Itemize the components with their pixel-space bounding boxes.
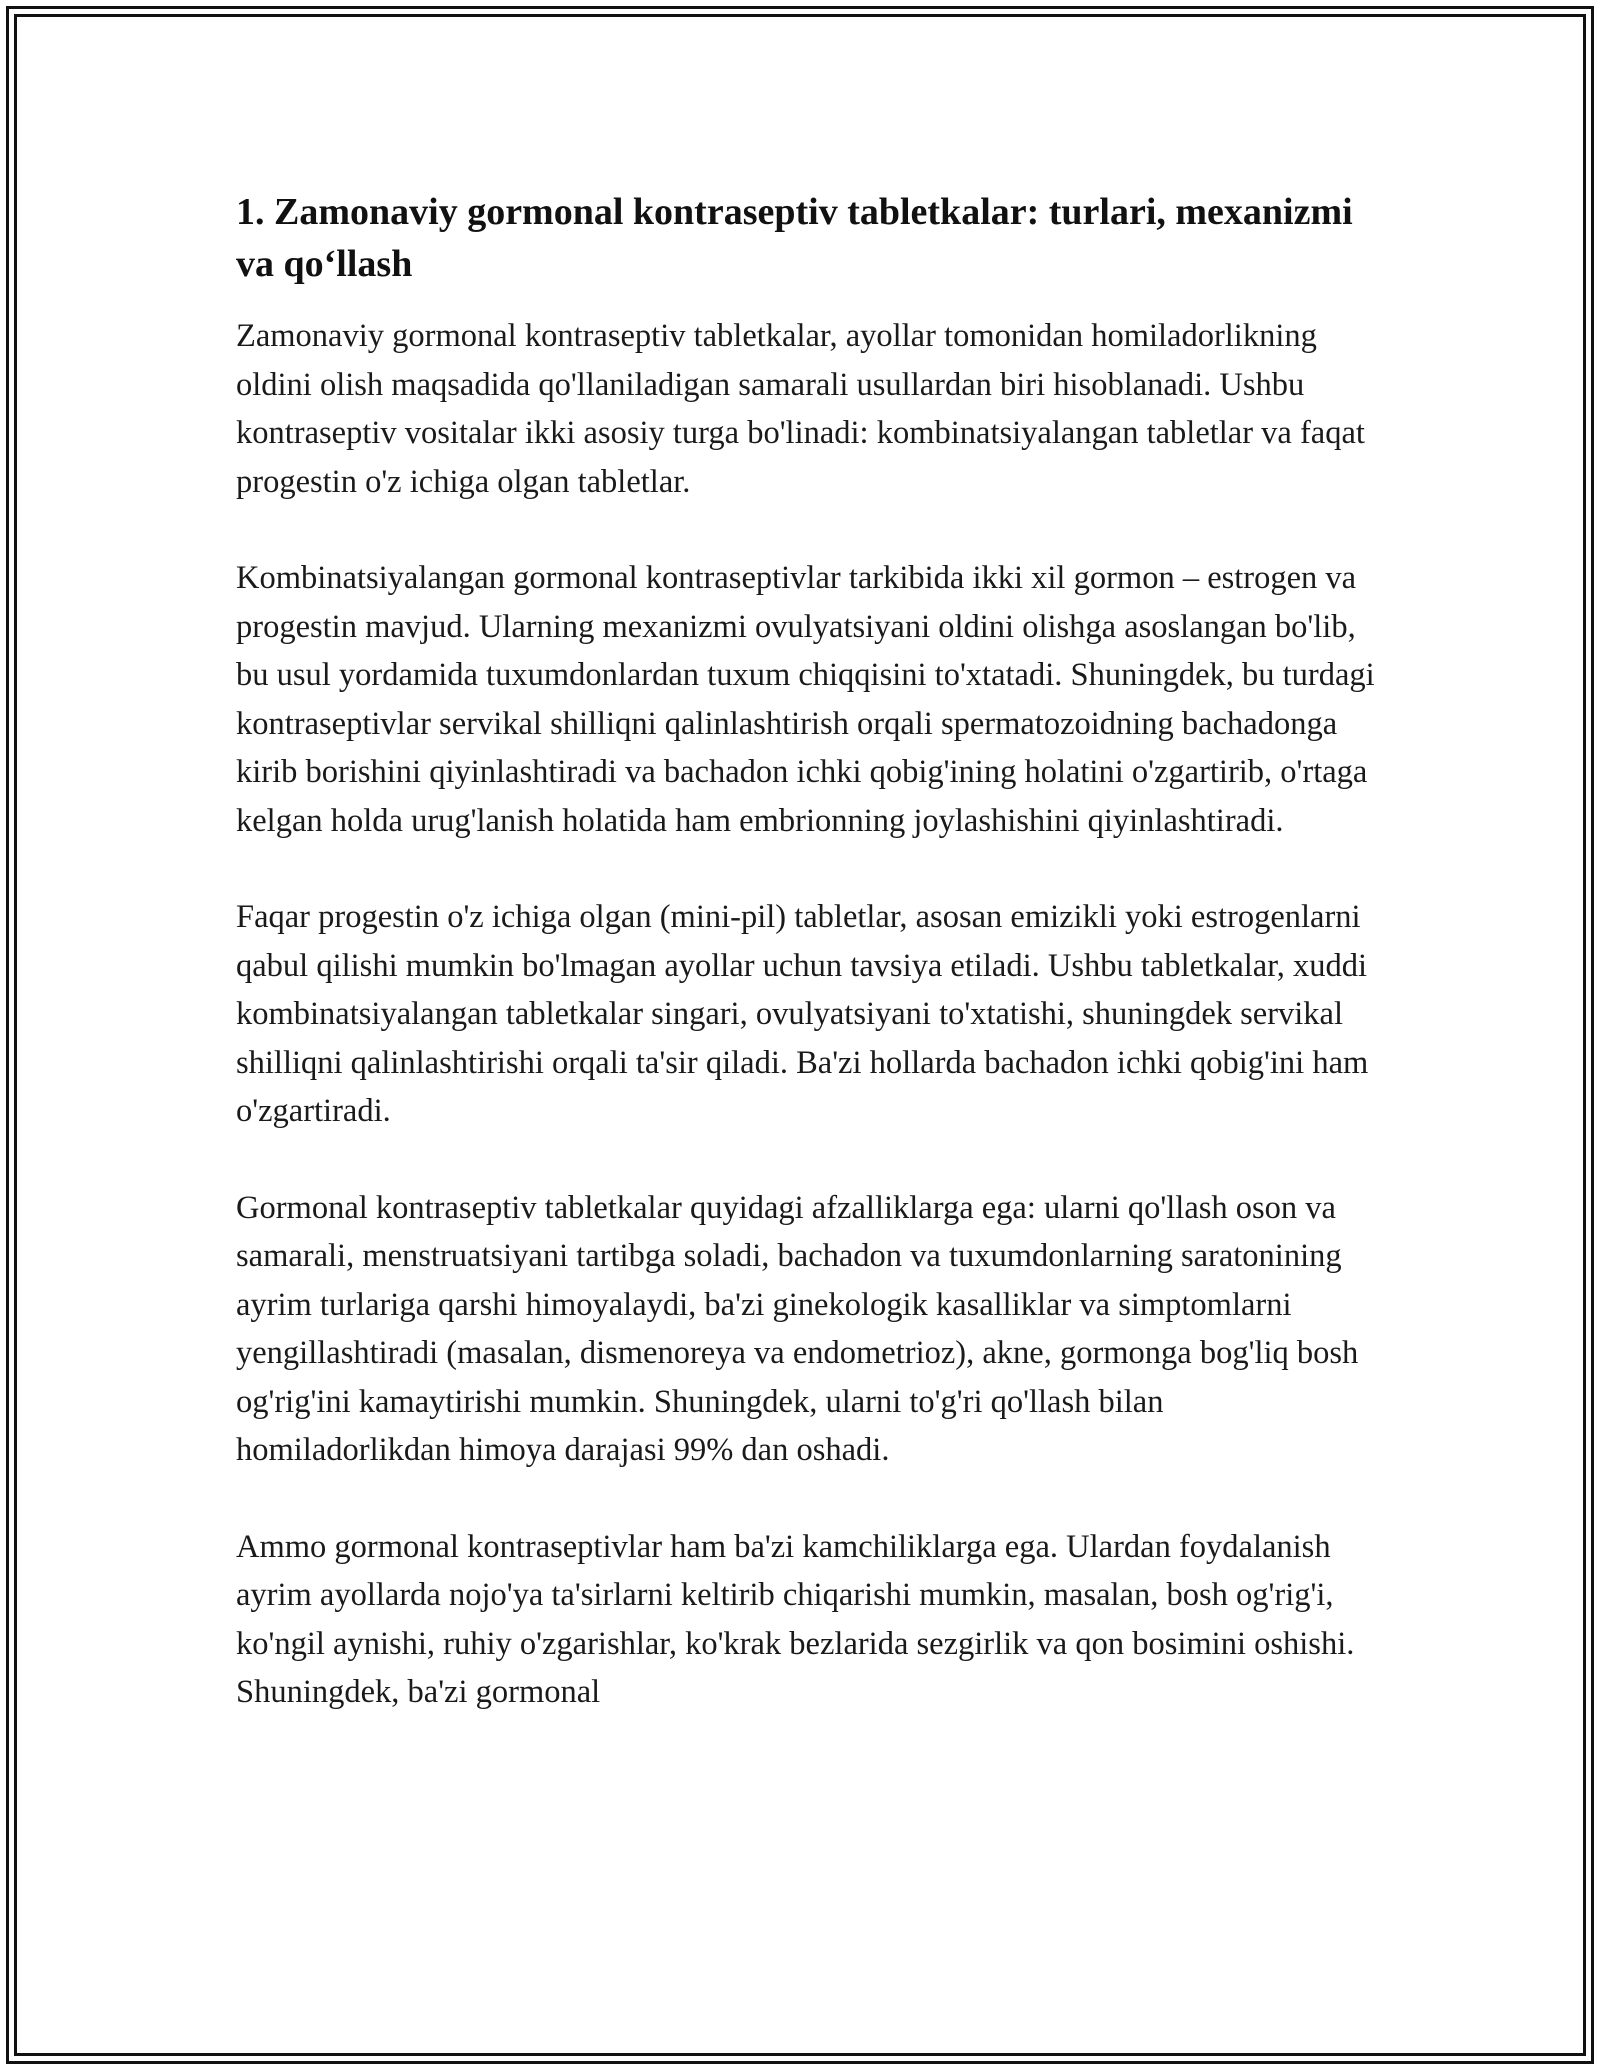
paragraph-combined-contraceptives: Kombinatsiyalangan gormonal kontraseptivlar tarkibida ikki xil gormon – estrogen va progestin mavjud. Ularning mexanizmi ovulyatsiyani oldini olishga asoslangan bo'lib, bu usul yordamida tuxumdonlardan tuxum chiqqisini to'xtatadi. Shuningdek, bu turdagi kontraseptivlar servikal shilliqni qalinlashtirish orqali spermatozoidning bachadonga kirib borishini qiyinlashtiradi va bachadon ichki qobig'ining holatini o'zgartirib, o'rtaga kelgan holda urug'lanish holatida ham embrionning joylashishini qiyinlashtiradi.	[236, 560, 1375, 839]
paragraph-advantages: Gormonal kontraseptiv tabletkalar quyidagi afzalliklarga ega: ularni qo'llash oson va samarali, menstruatsiyani tartibga soladi, bachadon va tuxumdonlarning saratonining ayrim turlariga qarshi himoyalaydi, ba'zi ginekologik kasalliklar va simptomlarni yengillashtiradi (masalan, dismenoreya va endometrioz), akne, gormonga bog'liq bosh og'rig'ini kamaytirishi mumkin. Shuningdek, ularni to'g'ri qo'llash bilan homiladorlikdan himoya darajasi 99% dan oshadi.	[236, 1189, 1359, 1468]
document-body	[236, 186, 1376, 1717]
section-title: 1. Zamonaviy gormonal kontraseptiv tabletkalar: turlari, mexanizmi va qo‘llash	[236, 191, 1353, 285]
paragraph-progestin-only: Faqar progestin o'z ichiga olgan (mini-pil) tabletlar, asosan emizikli yoki estrogenlarni qabul qilishi mumkin bo'lmagan ayollar uchun tavsiya etiladi. Ushbu tabletkalar, xuddi kombinatsiyalangan tabletkalar singari, ovulyatsiyani to'xtatishi, shuningdek servikal shilliqni qalinlashtirishi orqali ta'sir qiladi. Ba'zi hollarda bachadon ichki qobig'ini ham o'zgartiradi.	[236, 899, 1369, 1129]
paragraph-intro: Zamonaviy gormonal kontraseptiv tabletkalar, ayollar tomonidan homiladorlikning oldini olish maqsadida qo'llaniladigan samarali usullardan biri hisoblanadi. Ushbu kontraseptiv vositalar ikki asosiy turga bo'linadi: kombinatsiyalangan tabletlar va faqat progestin o'z ichiga olgan tabletlar.	[236, 318, 1365, 500]
paragraph-disadvantages: Ammo gormonal kontraseptivlar ham ba'zi kamchiliklarga ega. Ulardan foydalanish ayrim ayollarda nojo'ya ta'sirlarni keltirib chiqarishi mumkin, masalan, bosh og'rig'i, ko'ngil aynishi, ruhiy o'zgarishlar, ko'krak bezlarida sezgirlik va qon bosimini oshishi. Shuningdek, ba'zi gormonal	[236, 1528, 1355, 1710]
